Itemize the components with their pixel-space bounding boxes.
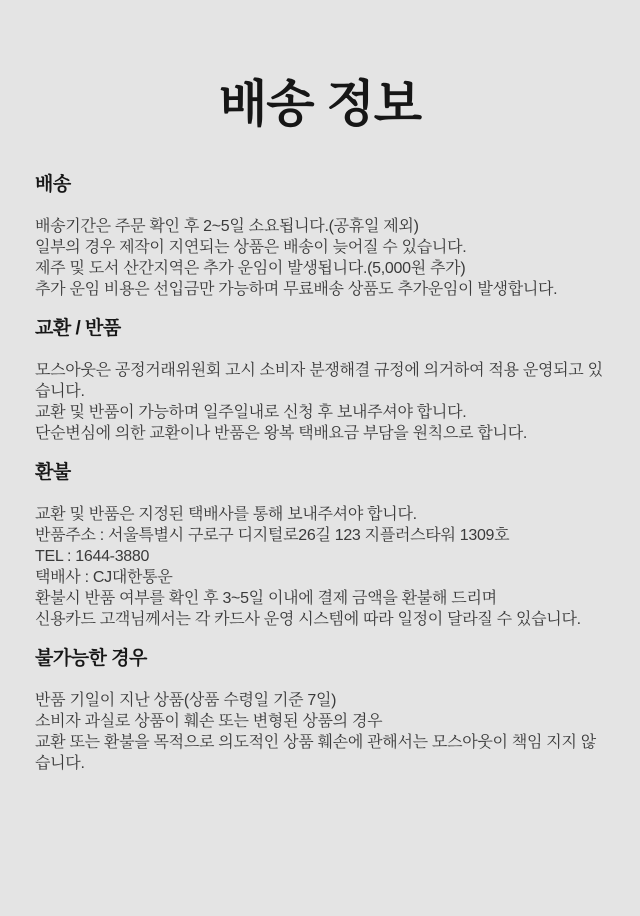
body-line: 교환 및 반품은 지정된 택배사를 통해 보내주셔야 합니다. bbox=[35, 506, 417, 523]
section-body-refund bbox=[35, 504, 605, 630]
section-heading-impossible-cases: 불가능한 경우 bbox=[35, 648, 147, 669]
courier-line: 택배사 : CJ대한통운 bbox=[35, 569, 173, 586]
body-line: 추가 운임 비용은 선입금만 가능하며 무료배송 상품도 추가운임이 발생합니다. bbox=[35, 281, 558, 298]
body-line: 신용카드 고객님께서는 각 카드사 운영 시스템에 따라 일정이 달라질 수 있습니다. bbox=[35, 611, 581, 628]
section-body-exchange-return bbox=[35, 360, 605, 444]
section-body-impossible-cases bbox=[35, 690, 605, 774]
section-exchange-return bbox=[35, 318, 605, 444]
body-line: 소비자 과실로 상품이 훼손 또는 변형된 상품의 경우 bbox=[35, 713, 383, 730]
section-body-shipping bbox=[35, 216, 605, 300]
body-line: 모스아웃은 공정거래위원회 고시 소비자 분쟁해결 규정에 의거하여 적용 운영되고 있습니다. bbox=[35, 362, 603, 400]
body-line: 단순변심에 의한 교환이나 반품은 왕복 택배요금 부담을 원칙으로 합니다. bbox=[35, 425, 527, 442]
page-title: 배송 정보 bbox=[218, 76, 422, 132]
return-address-line: 반품주소 : 서울특별시 구로구 디지털로26길 123 지플러스타워 1309호 bbox=[35, 527, 510, 544]
section-heading-exchange-return: 교환 / 반품 bbox=[35, 318, 121, 339]
section-shipping bbox=[35, 174, 605, 300]
body-line: 반품 기일이 지난 상품(상품 수령일 기준 7일) bbox=[35, 692, 337, 709]
section-impossible-cases bbox=[35, 648, 605, 774]
body-line: 배송기간은 주문 확인 후 2~5일 소요됩니다.(공휴일 제외) bbox=[35, 218, 419, 235]
section-heading-shipping: 배송 bbox=[35, 174, 71, 195]
shipping-info-page bbox=[0, 74, 640, 916]
section-refund bbox=[35, 462, 605, 630]
body-line: 일부의 경우 제작이 지연되는 상품은 배송이 늦어질 수 있습니다. bbox=[35, 239, 467, 256]
body-line: 교환 또는 환불을 목적으로 의도적인 상품 훼손에 관해서는 모스아웃이 책임 지지 않습니다. bbox=[35, 734, 596, 772]
tel-line: TEL : 1644-3880 bbox=[35, 548, 150, 565]
body-line: 교환 및 반품이 가능하며 일주일내로 신청 후 보내주셔야 합니다. bbox=[35, 404, 467, 421]
body-line: 제주 및 도서 산간지역은 추가 운임이 발생됩니다.(5,000원 추가) bbox=[35, 260, 466, 277]
section-heading-refund: 환불 bbox=[35, 462, 71, 483]
body-line: 환불시 반품 여부를 확인 후 3~5일 이내에 결제 금액을 환불해 드리며 bbox=[35, 590, 497, 607]
